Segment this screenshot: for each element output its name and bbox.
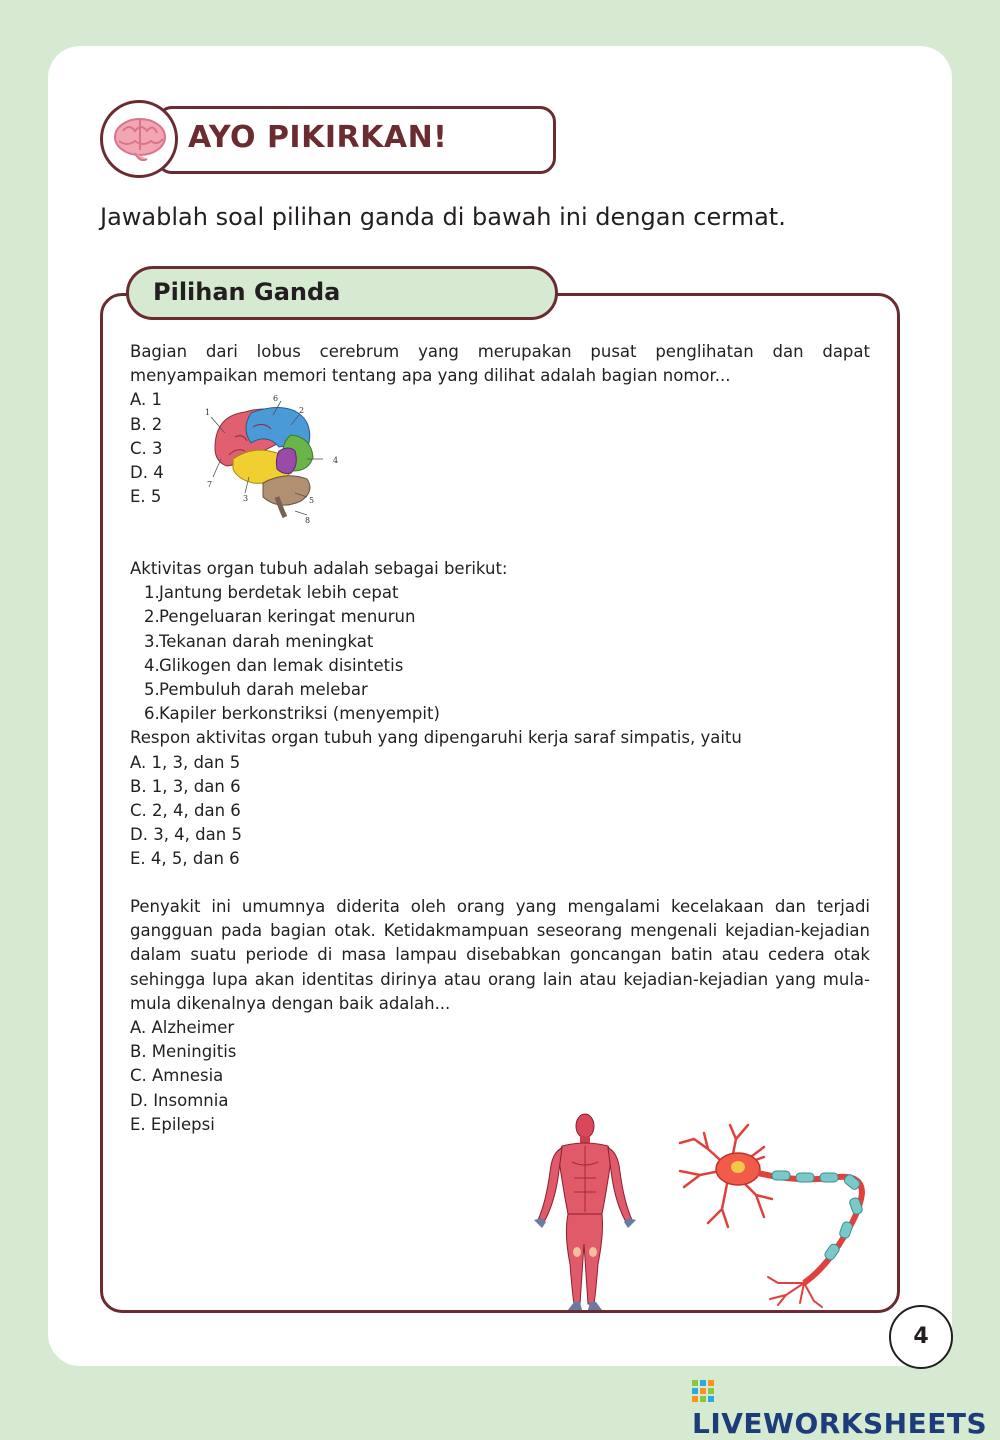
- figure-label-8: 8: [305, 516, 311, 525]
- question-3-option-e[interactable]: E. Epilepsi: [130, 1114, 215, 1134]
- figure-label-6: 6: [273, 394, 279, 403]
- question-3-option-b[interactable]: B. Meningitis: [130, 1042, 237, 1062]
- question-3-option-a[interactable]: A. Alzheimer: [130, 1018, 235, 1038]
- list-item: 4.Glikogen dan lemak disintetis: [144, 655, 404, 675]
- brain-icon: [111, 115, 169, 165]
- list-item: 2.Pengeluaran keringat menurun: [144, 607, 416, 627]
- liveworksheets-logo-icon: [692, 1380, 714, 1402]
- figure-label-4: 4: [333, 456, 339, 465]
- brain-lobes-figure: [195, 393, 350, 528]
- question-3: [130, 895, 870, 1137]
- question-2-text: Respon aktivitas organ tubuh yang dipengaruhi kerja saraf simpatis, yaitu: [130, 728, 742, 748]
- human-muscle-illustration: [532, 1112, 638, 1312]
- question-2: [130, 557, 870, 872]
- question-2-option-e[interactable]: E. 4, 5, dan 6: [130, 849, 240, 869]
- brain-badge: [100, 100, 178, 178]
- list-item: 5.Pembuluh darah melebar: [144, 680, 368, 700]
- page-number: 4: [889, 1305, 953, 1369]
- neuron-illustration: [668, 1115, 873, 1310]
- figure-label-1: 1: [205, 408, 211, 417]
- question-1-text: Bagian dari lobus cerebrum yang merupakan pusat penglihatan dan dapat menyampaikan memori tentang apa yang dilihat adalah bagian nomor...: [130, 342, 870, 386]
- question-3-option-d[interactable]: D. Insomnia: [130, 1090, 229, 1110]
- section-title: Pilihan Ganda: [153, 278, 341, 306]
- list-item: 3.Tekanan darah meningkat: [144, 631, 374, 651]
- list-item: 6.Kapiler berkonstriksi (menyempit): [144, 704, 440, 724]
- question-2-option-c[interactable]: C. 2, 4, dan 6: [130, 801, 241, 821]
- activity-list: [130, 581, 870, 726]
- figure-label-2: 2: [299, 406, 305, 415]
- list-item: 1.Jantung berdetak lebih cepat: [144, 583, 399, 603]
- question-2-intro: Aktivitas organ tubuh adalah sebagai berikut:: [130, 559, 508, 578]
- instruction-text: Jawablah soal pilihan ganda di bawah ini dengan cermat.: [100, 203, 786, 231]
- question-2-option-d[interactable]: D. 3, 4, dan 5: [130, 825, 242, 845]
- question-3-text: Penyakit ini umumnya diderita oleh orang yang mengalami kecelakaan dan terjadi gangguan pada bagian otak. Ketidakmampuan seseorang mengenali kejadian-kejadian dalam suatu periode di masa lampau disebabkan goncangan batin atau cedera otak sehingga lupa akan identitas dirinya atau orang lain atau kejadian-kejadian yang mula-mula dikenalnya dengan baik adalah...: [130, 897, 870, 1013]
- figure-label-7: 7: [207, 480, 213, 489]
- question-1-option-c[interactable]: C. 3: [130, 438, 163, 458]
- figure-label-3: 3: [243, 494, 249, 503]
- question-1-option-d[interactable]: D. 4: [130, 463, 164, 483]
- figure-label-5: 5: [309, 496, 315, 505]
- question-1-option-b[interactable]: B. 2: [130, 414, 163, 434]
- question-1-option-e[interactable]: E. 5: [130, 487, 162, 507]
- liveworksheets-watermark: [692, 1374, 1000, 1440]
- section-tab: [126, 266, 558, 320]
- question-2-option-a[interactable]: A. 1, 3, dan 5: [130, 752, 241, 772]
- header-title: AYO PIKIRKAN!: [188, 120, 448, 155]
- question-2-option-b[interactable]: B. 1, 3, dan 6: [130, 776, 241, 796]
- watermark-text: LIVEWORKSHEETS: [692, 1407, 988, 1440]
- question-1-option-a[interactable]: A. 1: [130, 390, 162, 410]
- question-3-option-c[interactable]: C. Amnesia: [130, 1066, 224, 1086]
